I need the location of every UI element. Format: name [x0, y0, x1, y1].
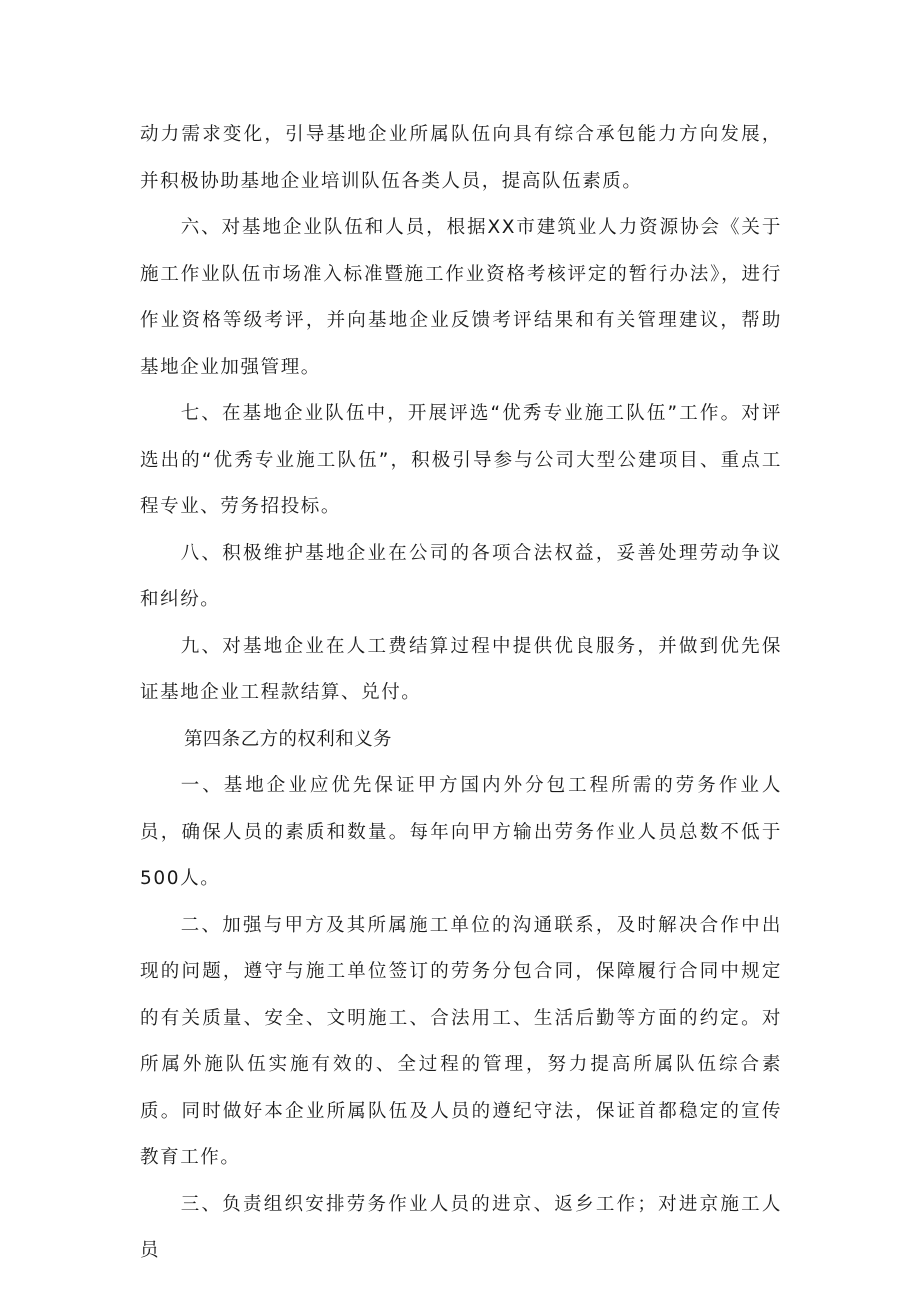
document-page — [140, 112, 782, 1275]
paragraph-item-7: 七、在基地企业队伍中，开展评选“优秀专业施工队伍”工作。对评选出的“优秀专业施工队伍”，积极引导参与公司大型公建项目、重点工程专业、劳务招投标。 — [140, 403, 782, 517]
paragraph-item-6: 六、对基地企业队伍和人员，根据XX市建筑业人力资源协会《关于施工作业队伍市场准入标准暨施工作业资格考核评定的暂行办法》，进行作业资格等级考评，并向基地企业反馈考评结果和有关管理建议，帮助基地企业加强管理。 — [140, 217, 782, 378]
paragraph-item-9: 九、对基地企业在人工费结算过程中提供优良服务，并做到优先保证基地企业工程款结算、兑付。 — [140, 635, 782, 703]
paragraph-item-8: 八、积极维护基地企业在公司的各项合法权益，妥善处理劳动争议和纠纷。 — [140, 542, 782, 610]
paragraph-item-2: 二、加强与甲方及其所属施工单位的沟通联系，及时解决合作中出现的问题，遵守与施工单位签订的劳务分包合同，保障履行合同中规定的有关质量、安全、文明施工、合法用工、生活后勤等方面的约定。对所属外施队伍实施有效的、全过程的管理，努力提高所属队伍综合素质。同时做好本企业所属队伍及人员的遵纪守法，保证首都稳定的宣传教育工作。 — [140, 914, 782, 1168]
paragraph-continuation: 动力需求变化，引导基地企业所属队伍向具有综合承包能力方向发展，并积极协助基地企业培训队伍各类人员，提高队伍素质。 — [140, 124, 782, 192]
paragraph-item-3: 三、负责组织安排劳务作业人员的进京、返乡工作；对进京施工人员 — [140, 1193, 782, 1261]
section-heading-article-4: 第四条乙方的权利和义务 — [184, 728, 392, 750]
paragraph-item-1: 一、基地企业应优先保证甲方国内外分包工程所需的劳务作业人员，确保人员的素质和数量。每年向甲方输出劳务作业人员总数不低于500人。 — [140, 775, 782, 889]
